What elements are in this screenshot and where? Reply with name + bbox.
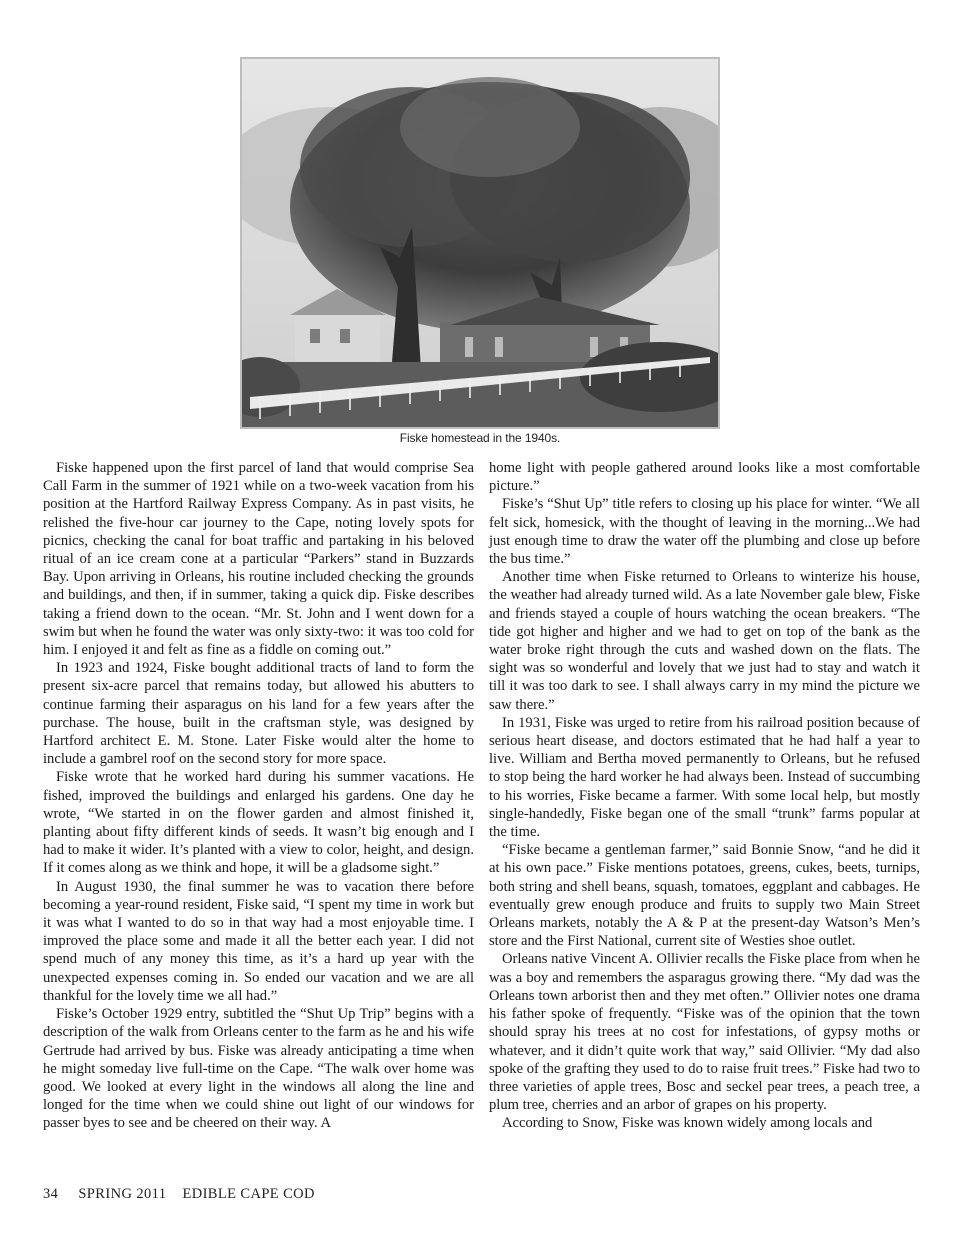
homestead-photo-illustration	[240, 57, 720, 429]
article-right-column	[489, 459, 920, 1133]
paragraph: Orleans native Vincent A. Ollivier recalls the Fiske place from when he was a boy and remembers the asparagus growing there. “My dad was the Orleans town arborist then and they met often.” Ollivier notes one drama his father spoke of frequently. “Fiske was of the opinion that the town should spray his trees at no cost for infestations, of gypsy moths or whatever, and it didn’t quite work that way,” said Ollivier. “My dad also spoke of the grafting they used to do to raise fruit trees.” Fiske had two to three varieties of apple trees, Bosc and seckel pear trees, a peach tree, a plum tree, cherries and an arbor of grapes on his property.	[489, 951, 920, 1114]
page-footer	[43, 1186, 315, 1203]
homestead-photo	[240, 57, 720, 429]
paragraph: Fiske wrote that he worked hard during his summer vacations. He fished, improved the buildings and enlarged his gardens. One day he wrote, “We started in on the flower garden and almost finished it, planting about fifty different kinds of seeds. It wasn’t big enough and I had to make it wider. It’s planted with a view to color, height, and design. If it comes along as we think and hope, it will be a gladsome sight.”	[43, 769, 474, 877]
issue-label: SPRING 2011	[78, 1186, 167, 1202]
page-number: 34	[43, 1186, 59, 1202]
article-left-column	[43, 459, 474, 1133]
paragraph: Fiske happened upon the first parcel of land that would comprise Sea Call Farm in the summer of 1921 while on a two-week vacation from his position at the Hartford Railway Express Company. As in past visits, he relished the five-hour car journey to the Cape, noting lovely spots for picnics, checking the canal for boat traffic and partaking in his beloved ritual of an ice cream cone at a particular “Parkers” stand in Buzzards Bay. Upon arriving in Orleans, his routine included checking the grounds and buildings, and then, if in summer, taking a quick dip. Fiske describes taking a friend down to the ocean. “Mr. St. John and I went down for a swim but when he found the water was only sixty-two: it was too cold for him. I enjoyed it and felt as fine as a fiddle on coming out.”	[43, 460, 474, 659]
publication-name: EDIBLE CAPE COD	[182, 1186, 315, 1202]
paragraph: Another time when Fiske returned to Orleans to winterize his house, the weather had already turned wild. As a late November gale blew, Fiske and friends stayed a couple of hours watching the ocean breakers. “The tide got higher and higher and we had to get on top of the bank as the water broke right through the cuts and washed down on the flats. The sight was so wonderful and lovely that we just had to stay and watch it till it was too dark to see. I shall always carry in my mind the picture we saw there.”	[489, 569, 920, 713]
paragraph: In August 1930, the final summer he was to vacation there before becoming a year-round resident, Fiske said, “I spent my time in work but it was what I wanted to do so in that way had a most enjoyable time. I improved the place some and made it all the better each year. I did not spend much of any money this time, as it’s a hard up year with the unexpected expenses coming in. So ended our vacation and we are all thankful for the lovely time we all had.”	[43, 878, 474, 1004]
paragraph: According to Snow, Fiske was known widely among locals and	[502, 1115, 873, 1132]
paragraph: In 1923 and 1924, Fiske bought additional tracts of land to form the present six-acre parcel that remains today, but allowed his abutters to continue farming their asparagus on his land for a few years after the purchase. The house, built in the craftsman style, was designed by Hartford architect E. M. Stone. Later Fiske would alter the home to include a gambrel roof on the second story for more space.	[43, 660, 474, 768]
paragraph: Fiske’s October 1929 entry, subtitled the “Shut Up Trip” begins with a description of the walk from Orleans center to the farm as he and his wife Gertrude had arrived by bus. Fiske was already anticipating a time when he might someday live full-time on the Cape. “The walk over home was good. We looked at every light in the windows all along the line and longed for the time when we could shine out light of our windows for passer byes to see and be cheered on their way. A	[43, 1006, 474, 1132]
photo-caption: Fiske homestead in the 1940s.	[399, 431, 561, 445]
paragraph: “Fiske became a gentleman farmer,” said Bonnie Snow, “and he did it at his own pace.” Fiske mentions potatoes, greens, cukes, beets, turnips, both string and shell beans, squash, tomatoes, eggplant and cabbages. He eventually grew enough produce and fruits to supply two Main Street Orleans markets, notably the A & P at the present-day Watson’s Men’s store and the First National, current site of Westies shoe outlet.	[489, 842, 920, 950]
paragraph-continuation: home light with people gathered around looks like a most comfortable picture.”	[489, 460, 920, 495]
paragraph: In 1931, Fiske was urged to retire from his railroad position because of serious heart disease, and doctors estimated that he had half a year to live. William and Bertha moved permanently to Orleans, but he refused to stop being the hard worker he had always been. Instead of succumbing to his worries, Fiske became a farmer. With some local help, but mostly single-handedly, Fiske began one of the small “trunk” farms popular at the time.	[489, 714, 920, 841]
paragraph: Fiske’s “Shut Up” title refers to closing up his place for winter. “We all felt sick, homesick, with the thought of leaving in the morning...We had just enough time to draw the water off the plumbing and close up before the bus time.”	[489, 496, 920, 568]
